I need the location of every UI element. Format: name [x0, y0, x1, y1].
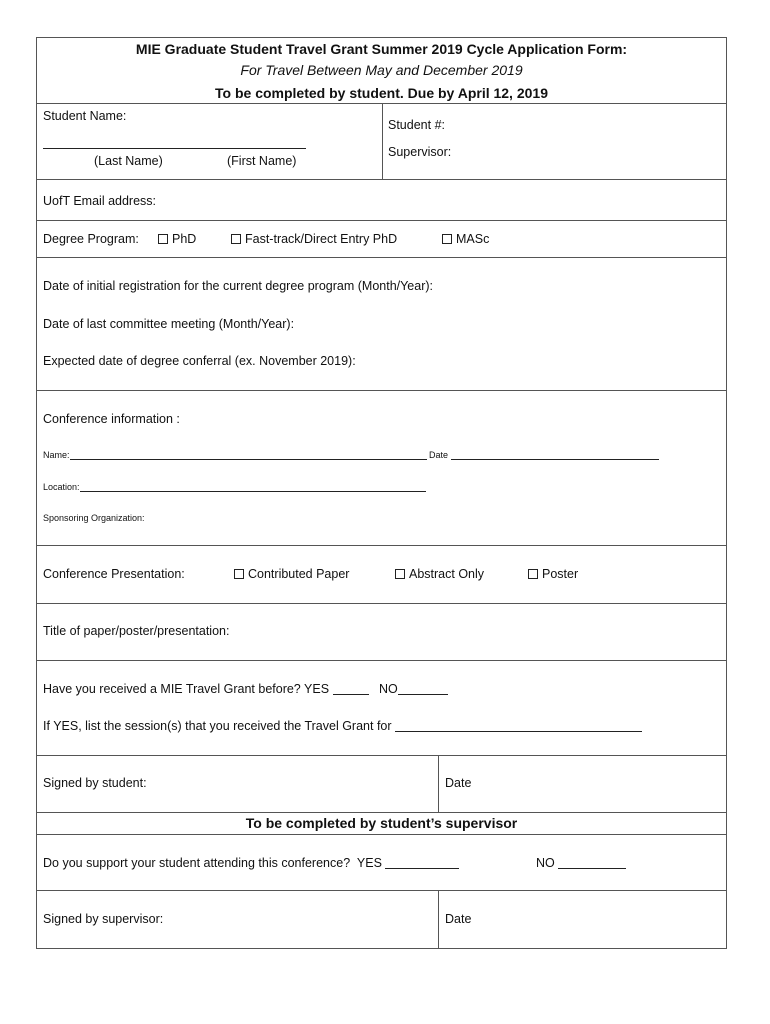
previous-grant-question: Have you received a MIE Travel Grant before? YES NO — [43, 682, 448, 696]
checkbox-icon[interactable] — [234, 569, 244, 579]
form-subtitle: For Travel Between May and December 2019 — [240, 62, 523, 78]
title-row — [37, 603, 726, 660]
previous-yes-field[interactable] — [333, 694, 369, 695]
presentation-option-abstract[interactable]: Abstract Only — [395, 567, 484, 581]
checkbox-icon[interactable] — [528, 569, 538, 579]
form-due-note: To be completed by student. Due by April 12, 2019 — [215, 85, 548, 101]
previous-grant-row — [37, 660, 726, 755]
checkbox-icon[interactable] — [442, 234, 452, 244]
presentation-option-poster[interactable]: Poster — [528, 567, 578, 581]
supervisor-sign-row — [37, 890, 726, 948]
application-form — [36, 37, 727, 949]
degree-label: Degree Program: — [43, 232, 139, 246]
student-sign-row — [37, 755, 726, 812]
degree-option-masc[interactable]: MASc — [442, 232, 489, 246]
checkbox-icon[interactable] — [158, 234, 168, 244]
supervisor-signature-label[interactable]: Signed by supervisor: — [43, 912, 164, 926]
student-name-row — [37, 103, 726, 179]
divider — [382, 104, 383, 179]
form-header — [37, 38, 726, 103]
student-name-field[interactable] — [43, 148, 306, 149]
first-name-caption: (First Name) — [227, 154, 297, 168]
previous-sessions-field[interactable]: If YES, list the session(s) that you received the Travel Grant for — [43, 719, 642, 733]
presentation-option-paper[interactable]: Contributed Paper — [234, 567, 349, 581]
supervisor-support-row — [37, 834, 726, 890]
student-number-label[interactable]: Student #: — [388, 118, 445, 132]
divider — [438, 756, 439, 812]
form-title: MIE Graduate Student Travel Grant Summer 2019 Cycle Application Form: — [135, 41, 628, 57]
conference-location-field[interactable]: Location: — [43, 482, 426, 492]
last-name-caption: (Last Name) — [94, 154, 163, 168]
email-label[interactable]: UofT Email address: — [43, 194, 157, 208]
sponsoring-organization-label[interactable]: Sponsoring Organization: — [43, 513, 145, 523]
supervisor-header — [37, 812, 726, 834]
support-no: NO — [536, 856, 626, 870]
committee-date-label[interactable]: Date of last committee meeting (Month/Year): — [43, 317, 295, 331]
student-sign-date-label[interactable]: Date — [445, 776, 472, 790]
checkbox-icon[interactable] — [395, 569, 405, 579]
conferral-date-label[interactable]: Expected date of degree conferral (ex. November 2019): — [43, 354, 356, 368]
degree-option-phd[interactable]: PhD — [158, 232, 196, 246]
conference-row — [37, 390, 726, 545]
supervisor-sign-date-label[interactable]: Date — [445, 912, 472, 926]
support-yes-field[interactable] — [385, 868, 459, 869]
divider — [438, 891, 439, 948]
conference-name-field[interactable]: Name: Date — [43, 450, 659, 460]
supervisor-label[interactable]: Supervisor: — [388, 145, 452, 159]
email-row — [37, 179, 726, 220]
dates-row — [37, 257, 726, 390]
checkbox-icon[interactable] — [231, 234, 241, 244]
presentation-label: Conference Presentation: — [43, 567, 185, 581]
conference-info-label: Conference information : — [43, 412, 180, 426]
registration-date-label[interactable]: Date of initial registration for the current degree program (Month/Year): — [43, 279, 434, 293]
supervisor-header-title: To be completed by student’s supervisor — [245, 815, 518, 831]
degree-option-fasttrack[interactable]: Fast-track/Direct Entry PhD — [231, 232, 397, 246]
support-question: Do you support your student attending this conference? YES — [43, 856, 459, 870]
student-signature-label[interactable]: Signed by student: — [43, 776, 147, 790]
presentation-row — [37, 545, 726, 603]
degree-row — [37, 220, 726, 257]
previous-no-field[interactable] — [398, 694, 448, 695]
title-label[interactable]: Title of paper/poster/presentation: — [43, 624, 230, 638]
student-name-label: Student Name: — [43, 109, 127, 123]
support-no-field[interactable] — [558, 868, 626, 869]
